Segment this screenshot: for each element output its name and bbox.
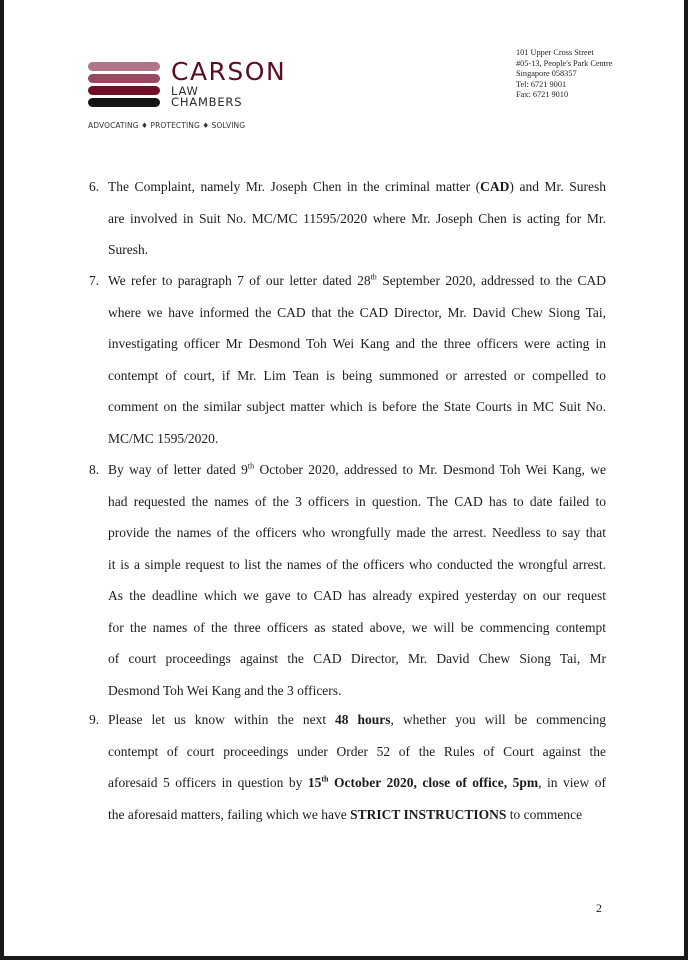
text-run: are involved in Suit No. MC/MC 11595/2020 where Mr. Joseph Chen is acting for Mr. [108, 210, 606, 226]
logo-bar-1 [88, 62, 160, 71]
text-run: We refer to paragraph 7 of our letter dated 28 [108, 273, 371, 288]
paragraph-6 [89, 171, 606, 266]
page-number: 2 [596, 901, 602, 915]
paragraph-8 [89, 454, 606, 706]
text-line [108, 454, 606, 486]
text-run: September 2020, addressed to the CAD [376, 273, 606, 288]
text-run: Desmond Toh Wei Kang and the 3 officers. [108, 682, 342, 698]
text-line [108, 549, 606, 581]
firm-name: CARSON [171, 57, 287, 86]
paragraph-number: 9. [89, 712, 100, 727]
document-page [4, 0, 684, 956]
text-line [108, 328, 606, 360]
paragraph-text [108, 265, 606, 454]
address-phone: Tel: 6721 9001 [516, 79, 567, 89]
bold-text: 15 [307, 775, 322, 790]
text-run: Please let us know within the next [108, 712, 336, 727]
address-line: #05-13, People's Park Centre [516, 58, 613, 68]
text-run: October 2020, addressed to Mr. Desmond Toh Wei Kang, we [254, 462, 606, 477]
firm-address [516, 48, 612, 101]
text-run: aforesaid 5 officers in question by [108, 775, 308, 790]
paragraph-text [108, 704, 606, 830]
text-line [108, 297, 606, 329]
text-line [108, 675, 606, 707]
text-run: Suresh. [108, 242, 149, 257]
text-line [108, 423, 606, 455]
firm-sub-chambers: CHAMBERS [171, 95, 243, 109]
paragraph-number: 8. [89, 462, 100, 477]
text-line [108, 360, 606, 392]
text-run: , whether you will be commencing [390, 712, 606, 727]
text-line [108, 203, 606, 235]
paragraph-text [108, 171, 606, 266]
paragraph-text [108, 454, 606, 706]
text-run: provide the names of the officers who wrongfully made the arrest. Needless to say that [108, 525, 606, 540]
text-line [108, 486, 606, 518]
text-line [108, 517, 606, 549]
bold-text: October 2020, close of office, 5pm [328, 775, 539, 790]
text-run: , in view of [538, 775, 606, 790]
text-run: MC/MC 1595/2020. [108, 430, 219, 446]
text-line [108, 391, 606, 423]
logo-bars [88, 62, 164, 110]
text-line [108, 767, 606, 799]
bold-text: 48 hours [335, 712, 391, 727]
paragraph-7 [89, 265, 606, 454]
logo-bar-4 [88, 98, 160, 107]
firm-name-block [171, 58, 286, 108]
text-line [108, 704, 606, 736]
text-line [108, 580, 606, 612]
logo-bar-2 [88, 74, 160, 83]
firm-sub-law: LAW [171, 84, 199, 98]
text-line [108, 799, 606, 831]
text-run: it is a simple request to list the names of the officers who conducted the wrongful arrest. [108, 556, 606, 572]
text-line [108, 234, 606, 266]
text-line [108, 736, 606, 768]
text-run: investigating officer Mr Desmond Toh Wei Kang and the three officers were acting in [108, 336, 606, 351]
text-line [108, 171, 606, 203]
text-run: had requested the names of the 3 officers in question. The CAD has to date failed to [108, 493, 606, 509]
text-run: comment on the similar subject matter which is before the State Courts in MC Suit No. [108, 399, 606, 414]
paragraph-number: 7. [89, 273, 100, 288]
paragraph-number: 6. [89, 179, 100, 194]
text-line [108, 612, 606, 644]
firm-tagline: ADVOCATING ♦ PROTECTING ♦ SOLVING [88, 121, 246, 130]
paragraph-9 [89, 704, 606, 830]
text-run: to commence [506, 806, 583, 822]
text-run: contempt of court, if Mr. Lim Tean is being summoned or arrested or compelled to [108, 367, 606, 383]
logo-bar-3 [88, 86, 160, 95]
address-line: Singapore 058357 [516, 69, 577, 78]
text-run: ) and Mr. Suresh [509, 179, 606, 194]
text-run: for the names of the three officers as stated above, we will be commencing contempt [108, 619, 606, 635]
superscript: th [247, 461, 255, 471]
bold-text: STRICT INSTRUCTIONS [350, 806, 507, 822]
text-line [108, 265, 606, 297]
text-run: contempt of court proceedings under Order 52 of the Rules of Court against the [108, 743, 606, 759]
bold-text: th [321, 774, 329, 784]
text-run: As the deadline which we gave to CAD has already expired yesterday on our request [108, 588, 606, 603]
address-fax: Fax: 6721 9010 [516, 90, 569, 99]
bold-text: CAD [480, 179, 510, 194]
text-run: By way of letter dated 9 [108, 462, 248, 477]
text-run: of court proceedings against the CAD Director, Mr. David Chew Siong Tai, Mr [108, 651, 606, 666]
text-line [108, 643, 606, 675]
address-line: 101 Upper Cross Street [516, 48, 594, 57]
text-run: the aforesaid matters, failing which we have [108, 806, 351, 822]
text-run: where we have informed the CAD that the CAD Director, Mr. David Chew Siong Tai, [108, 304, 606, 320]
text-run: The Complaint, namely Mr. Joseph Chen in the criminal matter ( [108, 179, 481, 194]
superscript: th [370, 272, 377, 282]
